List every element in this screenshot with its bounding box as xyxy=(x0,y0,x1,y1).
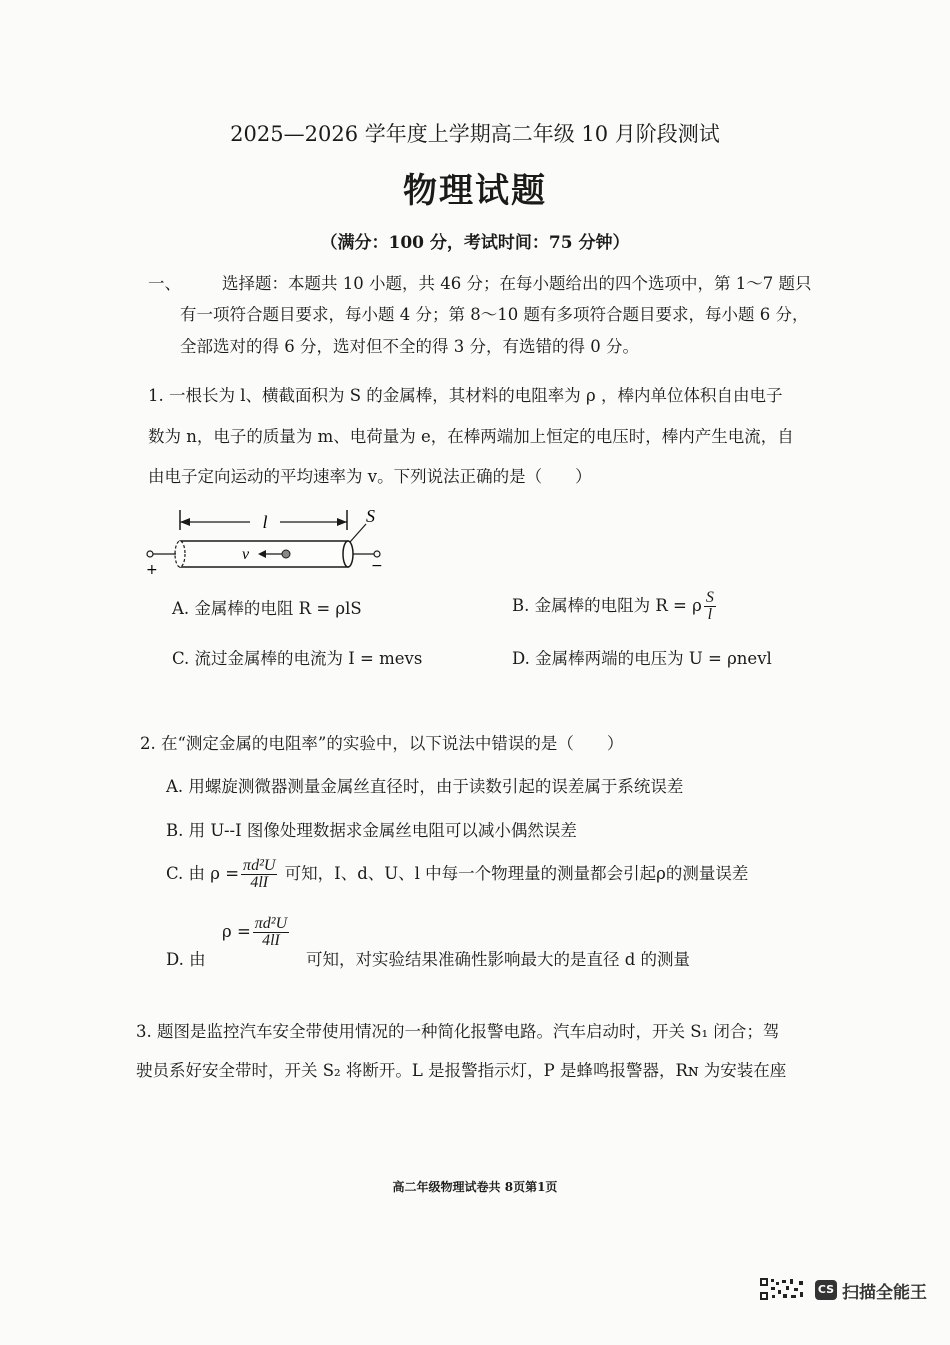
subject-title: 物理试题 xyxy=(403,171,547,211)
scanner-logo-icon: CS xyxy=(815,1280,837,1300)
metal-rod-figure xyxy=(140,500,400,580)
q1-stem-line-3: 由电子定向运动的平均速率为 v。下列说法正确的是（ ） xyxy=(148,467,592,486)
q2-option-c-suffix: 可知，I、d、U、l 中每一个物理量的测量都会引起ρ的测量误差 xyxy=(284,864,749,883)
plus-terminal: + xyxy=(146,562,158,578)
section-line-2: 有一项符合题目要求，每小题 4 分；第 8～10 题有多项符合题目要求，每小题 6 分， xyxy=(180,305,809,324)
q2-option-d-denominator: 4lI xyxy=(262,932,280,949)
qr-code-icon xyxy=(760,1278,804,1300)
q2-option-d-prefix: D. 由 xyxy=(166,950,206,969)
q1-stem-line-2: 数为 n，电子的质量为 m、电荷量为 e，在棒两端加上恒定的电压时，棒内产生电流，自 xyxy=(148,427,794,446)
scanner-watermark: 扫描全能王 xyxy=(842,1283,927,1303)
q2-option-d-formula xyxy=(222,916,291,949)
length-label: l xyxy=(262,512,268,532)
page-footer: 高二年级物理试卷共 8页第1页 xyxy=(392,1180,558,1194)
q2-option-d-suffix: 可知，对实验结果准确性影响最大的是直径 d 的测量 xyxy=(306,950,691,969)
q1-option-a: A. 金属棒的电阻 R = ρlS xyxy=(172,599,362,618)
q2-option-b: B. 用 U--I 图像处理数据求金属丝电阻可以减小偶然误差 xyxy=(166,821,577,840)
q3-stem-line-2: 驶员系好安全带时，开关 S₂ 将断开。L 是报警指示灯，P 是蜂鸣报警器，Rɴ 为安装在座 xyxy=(136,1061,787,1080)
section-line-1: 选择题：本题共 10 小题，共 46 分；在每小题给出的四个选项中，第 1～7 题只 xyxy=(222,274,812,293)
q2-option-c-denominator: 4lI xyxy=(250,874,269,891)
q2-option-c-prefix: C. 由 ρ = xyxy=(166,864,240,883)
velocity-label: v xyxy=(242,546,250,563)
q1-option-b-text: B. 金属棒的电阻为 R = ρ xyxy=(512,596,702,615)
q2-option-a: A. 用螺旋测微器测量金属丝直径时，由于读数引起的误差属于系统误差 xyxy=(166,777,684,796)
q2-option-c-numerator: πd²U xyxy=(243,857,276,874)
q2-stem: 2. 在“测定金属的电阻率”的实验中，以下说法中错误的是（ ） xyxy=(140,734,624,753)
q1-option-b xyxy=(512,590,718,623)
exam-info: （满分：100 分，考试时间：75 分钟） xyxy=(320,233,630,253)
q3-stem-line-1: 3. 题图是监控汽车安全带使用情况的一种简化报警电路。汽车启动时，开关 S₁ 闭合；驾 xyxy=(136,1022,780,1041)
q2-option-d-rho: ρ = xyxy=(222,922,251,941)
area-label: S xyxy=(366,506,375,526)
q1-stem-line-1: 1. 一根长为 l、横截面积为 S 的金属棒，其材料的电阻率为 ρ ，棒内单位体积自由电子 xyxy=(148,386,783,405)
section-line-3: 全部选对的得 6 分，选对但不全的得 3 分，有选错的得 0 分。 xyxy=(180,337,639,356)
q2-option-d-numerator: πd²U xyxy=(254,915,288,932)
q1-option-b-numerator: S xyxy=(705,589,714,606)
q2-option-c xyxy=(166,858,748,891)
q1-option-c: C. 流过金属棒的电流为 I = mevs xyxy=(172,649,423,668)
section-number: 一、 xyxy=(148,274,181,293)
minus-terminal: − xyxy=(371,558,383,574)
exam-title: 2025—2026 学年度上学期高二年级 10 月阶段测试 xyxy=(230,122,720,146)
q1-option-d: D. 金属棒两端的电压为 U = ρnevl xyxy=(512,649,772,668)
q1-option-b-denominator: l xyxy=(707,606,713,623)
